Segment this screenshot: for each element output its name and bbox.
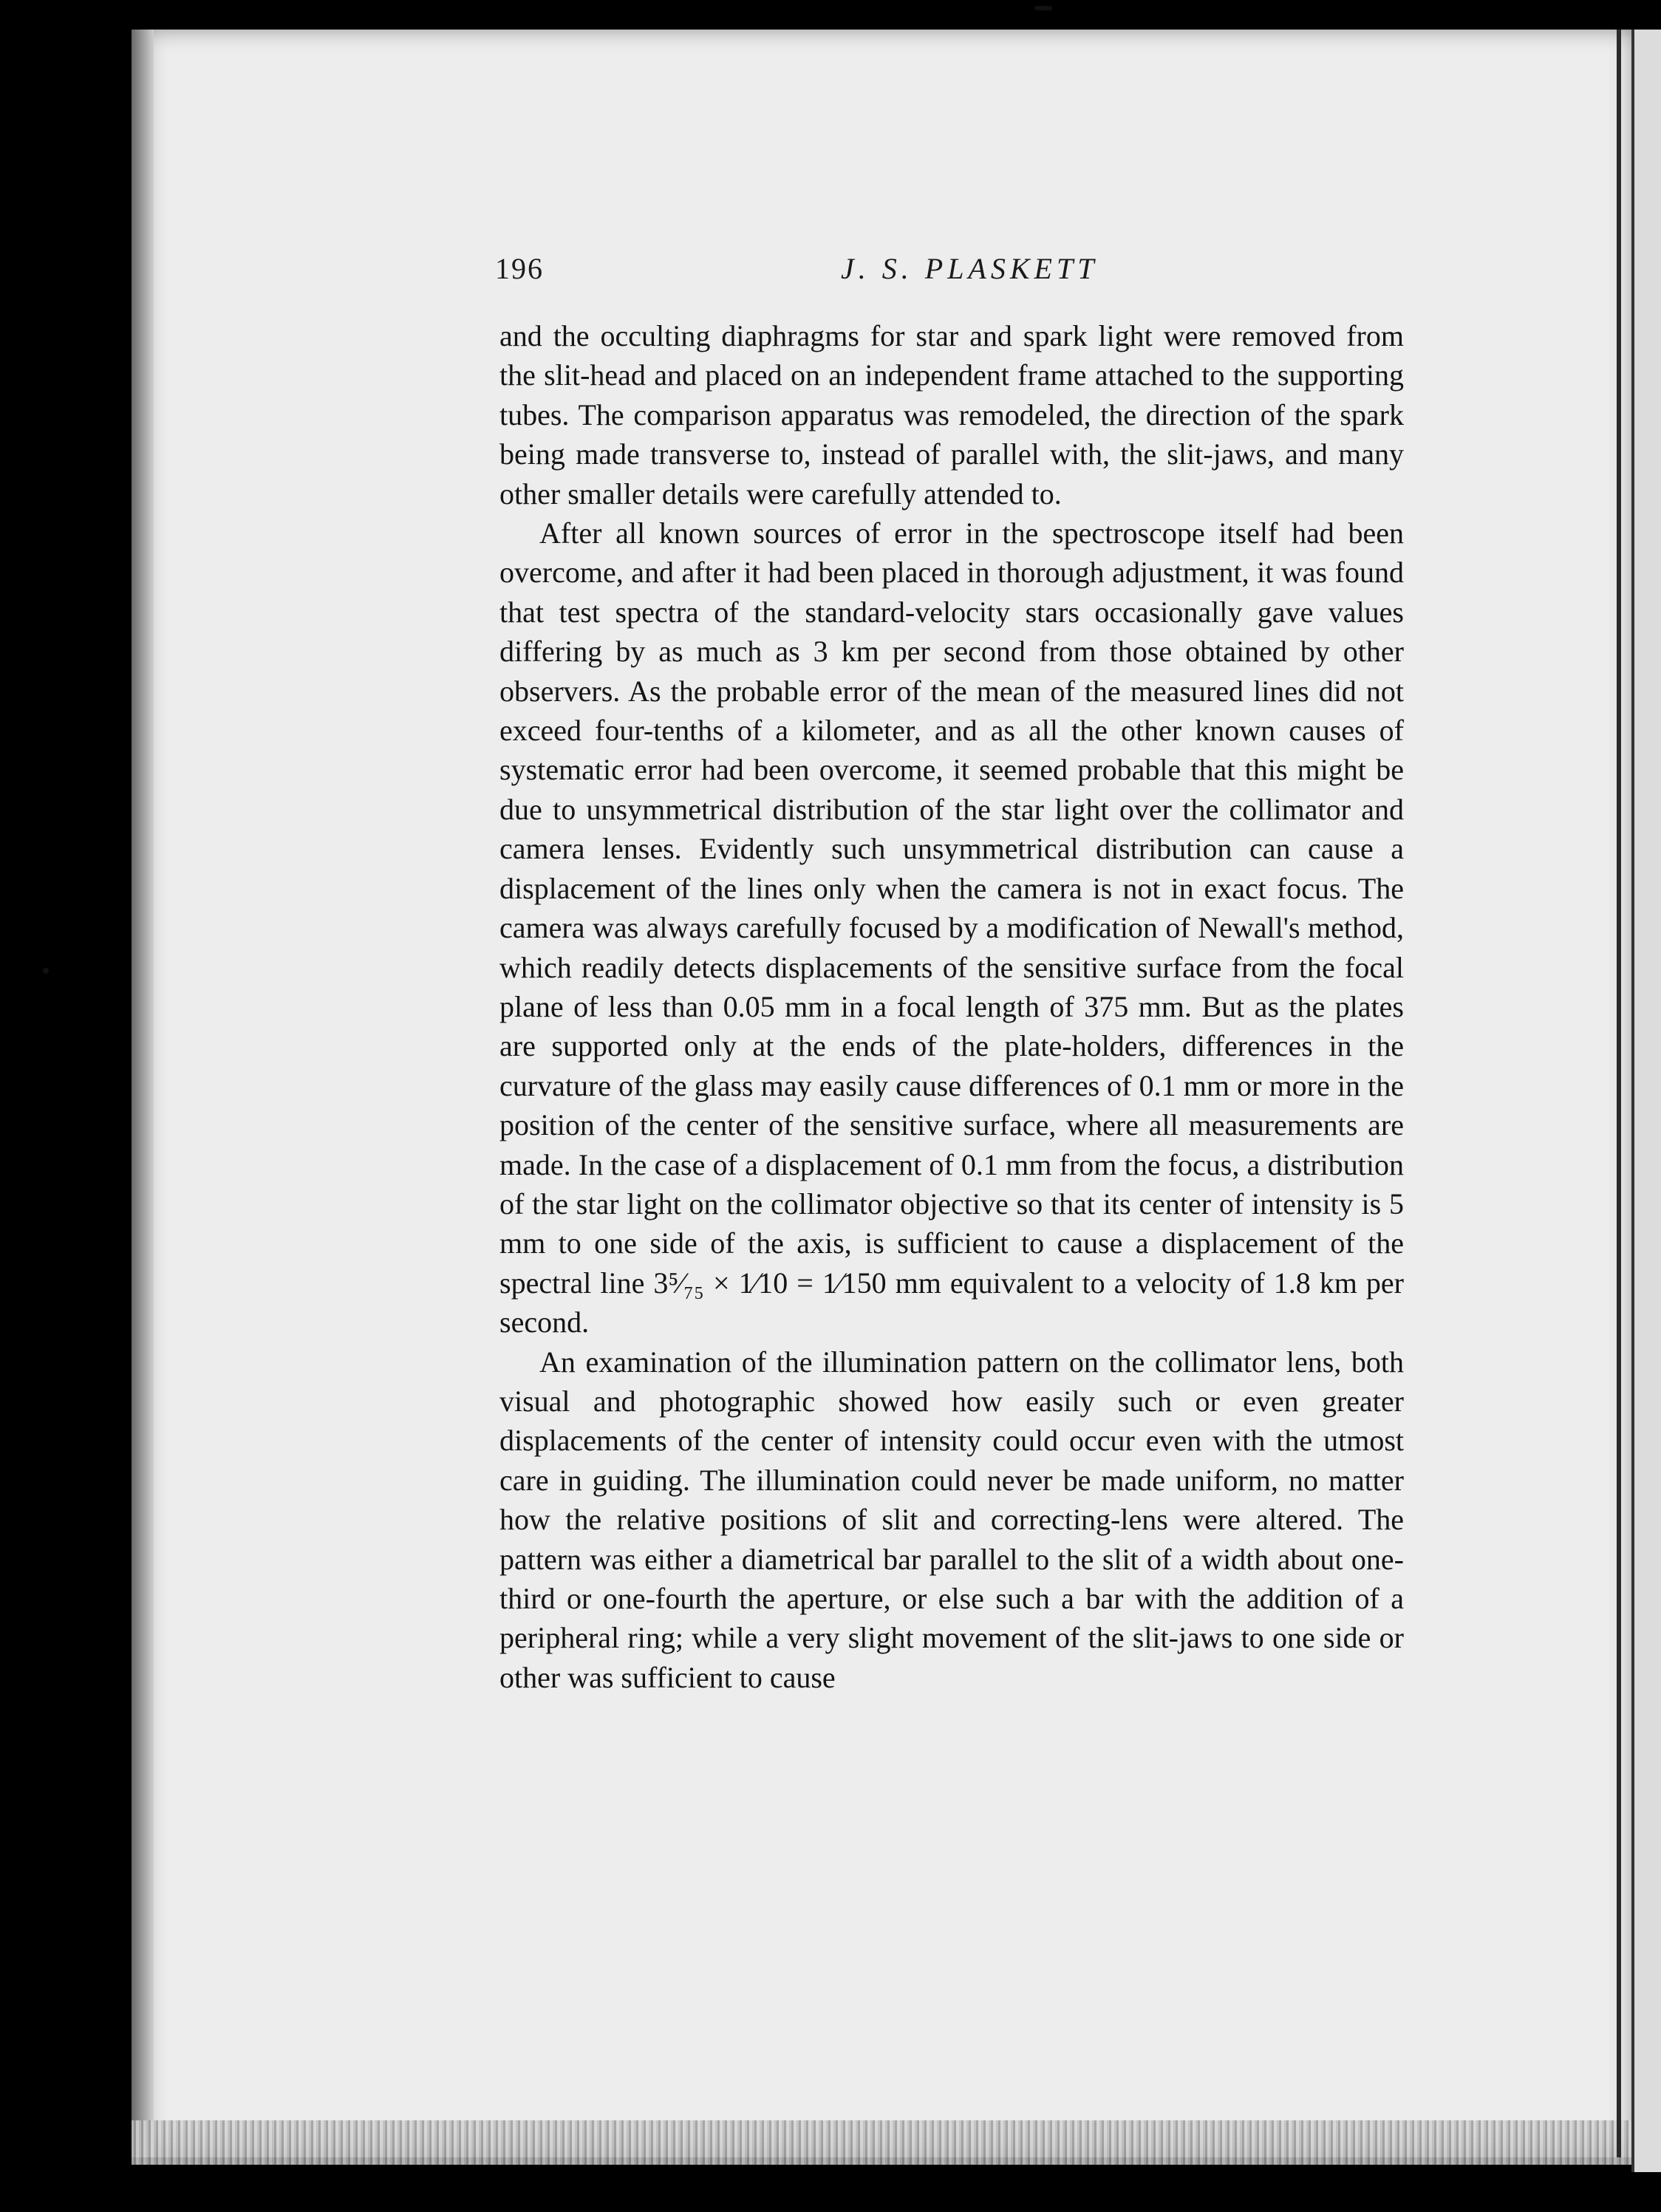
- scan-speck: [43, 968, 49, 974]
- facing-page-strip: [1631, 30, 1661, 2172]
- page-right-gutter: [1617, 30, 1621, 2157]
- running-head: J. S. PLASKETT: [841, 252, 1099, 285]
- paragraph: and the occulting diaphragms for star and spark light were removed from the slit-head and placed on an independent frame attached to the supporting tubes. The comparison apparatus was remodeled, the direction of the spark being made transverse to, instead of parallel with, the slit-jaws, and many other smaller details were carefully attended to.: [499, 319, 1404, 511]
- page-number: 196: [495, 252, 544, 285]
- paragraph: After all known sources of error in the spectroscope itself had been overcome, and after it had been placed in thorough adjustment, it was found that test spectra of the standard-velocity stars occasionally gave values differing by as much as 3 km per second from those obtained by other observers. As the probable error of the mean of the measured lines did not exceed four-tenths of a kilometer, and as all the other known causes of systematic error had been overcome, it seemed probable that this might be due to unsymmetrical distribution of the star light over the collimator and camera lenses. Evidently such unsymmetrical distribution can cause a displacement of the lines only when the camera is not in exact focus. The camera was always carefully focused by a modification of Newall's method, which readily detects displacements of the sensitive surface from the focal plane of less than 0.05 mm in a focal length of 375 mm. But as the plates are supported only at the ends of the plate-holders, differences in the curvature of the glass may easily cause differences of 0.1 mm or more in the position of the center of the sensitive surface, where all measurements are made. In the case of a displacement of 0.1 mm from the focus, a distribution of the star light on the collimator objective so that its center of intensity is 5 mm to one side of the axis, is sufficient to cause a displacement of the spectral line 3⁵⁄₇₅ × 1⁄10 = 1⁄150 mm equivalent to a velocity of 1.8 km per second.: [499, 516, 1404, 1339]
- page-binding-edge: [132, 30, 154, 2157]
- body-text: [499, 316, 1404, 1697]
- page-bottom-edge: [132, 2120, 1631, 2165]
- scan-speck: [1034, 6, 1052, 10]
- page-header: [495, 251, 1404, 296]
- paragraph: An examination of the illumination pattern on the collimator lens, both visual and photographic showed how easily such or even greater displacements of the center of intensity could occur even with the utmost care in guiding. The illumination could never be made uniform, no matter how the relative positions of slit and correcting-lens were altered. The pattern was either a diametrical bar parallel to the slit of a width about one-third or one-fourth the aperture, or else such a bar with the addition of a peripheral ring; while a very slight movement of the slit-jaws to one side or other was sufficient to cause: [499, 1345, 1404, 1694]
